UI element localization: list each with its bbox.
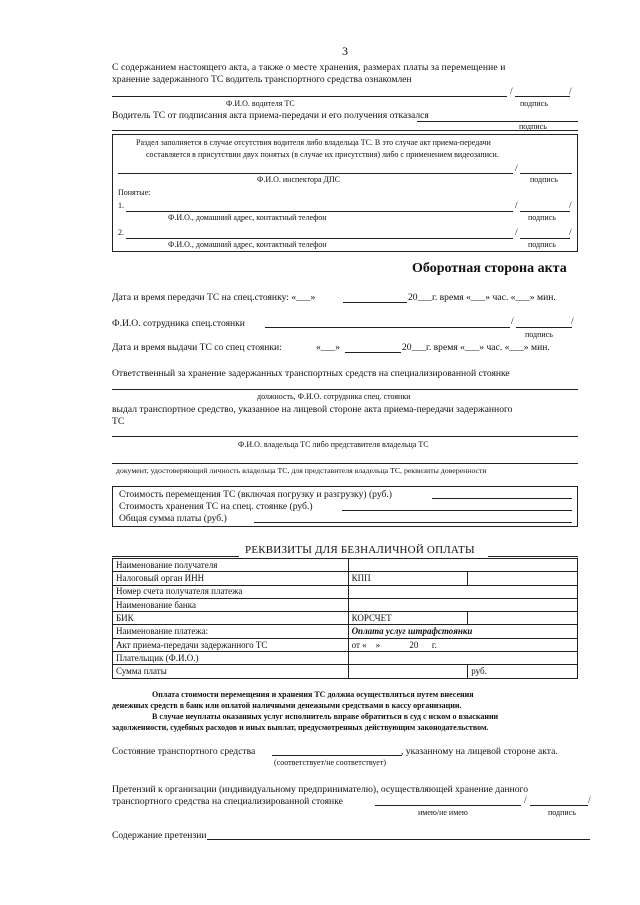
claims-sign-label: подпись [548, 808, 576, 817]
inspector-sign-line[interactable] [520, 173, 572, 174]
release-month-line[interactable] [345, 352, 401, 353]
claim-content-label: Содержание претензии [112, 830, 207, 841]
responsible-text: Ответственный за хранение задержанных транспортных средств на специализированной стоянке [112, 368, 510, 379]
table-row [113, 625, 578, 638]
bank-label: Наименование банка [113, 598, 349, 611]
release-date-label: Дата и время выдачи ТС со спец стоянки: [112, 342, 282, 353]
notice-p1-line1: Оплата стоимости перемещения и хранения ТС должна осуществляться путем внесения [152, 690, 474, 699]
driver-name-line[interactable] [112, 96, 507, 97]
acquaint-text-line2: хранение задержанного ТС водитель транспортного средства ознакомлен [112, 74, 412, 85]
claims-text-line1: Претензий к организации (индивидуальному предпринимателю), осуществляющей хранение данного [112, 784, 529, 795]
witness-1-sign-line[interactable] [520, 211, 570, 212]
condition-suffix: , указанному на лицевой стороне акта. [401, 746, 558, 757]
witness-2-sign-line[interactable] [520, 238, 570, 239]
issued-text-line1: выдал транспортное средство, указанное на лицевой стороне акта приема-передачи задержанного [112, 404, 513, 415]
cost-move-label: Стоимость перемещения ТС (включая погрузку и разгрузку) (руб.) [119, 489, 392, 500]
table-row [113, 559, 578, 572]
purpose-label: Наименование платежа: [113, 625, 349, 638]
table-row [113, 612, 578, 625]
owner-document-line[interactable] [112, 463, 578, 464]
owner-name-line[interactable] [112, 436, 578, 437]
act-date[interactable]: от « » 20 г. [348, 638, 577, 651]
witness-2-number: 2. [118, 228, 124, 237]
claims-text-line2: транспортного средства на специализированной стоянке [112, 796, 343, 807]
table-row [113, 598, 578, 611]
employee-sign-label: подпись [525, 330, 553, 339]
kpp-label: КПП [348, 572, 468, 585]
cost-total-line[interactable] [254, 522, 572, 523]
witness-1-number: 1. [118, 201, 124, 210]
witness-2-sign-label: подпись [528, 240, 556, 249]
page-number: 3 [342, 44, 348, 58]
transfer-time-label: 20___г. время «___» час. «___» мин. [408, 292, 556, 303]
condition-label: Состояние транспортного средства [112, 746, 256, 757]
employee-sign-line[interactable] [516, 327, 572, 328]
account-label: Номер счета получателя платежа [113, 585, 349, 598]
payer-label: Плательщик (Ф.И.О.) [113, 652, 349, 665]
bank-value[interactable] [348, 598, 577, 611]
purpose-value: Оплата услуг штрафстоянки [348, 625, 577, 638]
responsible-label: должность, Ф.И.О. сотрудника спец. стоянки [257, 392, 411, 401]
owner-label: Ф.И.О. владельца ТС либо представителя владельца ТС [238, 440, 429, 449]
notice-p1-line2: денежных средств в банк или оплатой наличными денежными средствами в кассу организации. [112, 701, 462, 710]
cost-storage-label: Стоимость хранения ТС на спец. стоянке (руб.) [119, 501, 313, 512]
transfer-date-label: Дата и время передачи ТС на спец.стоянку: «___» [112, 292, 316, 303]
condition-hint: (соответствует/не соответствует) [274, 758, 386, 767]
inspector-sign-label: подпись [530, 175, 558, 184]
cost-storage-line[interactable] [342, 510, 572, 511]
claim-content-line[interactable] [207, 839, 590, 840]
sum-label: Сумма платы [113, 665, 349, 678]
acquaint-text-line1: С содержанием настоящего акта, а также о месте хранения, размерах платы за перемещение и [112, 62, 506, 73]
back-side-title: Оборотная сторона акта [412, 261, 567, 276]
refuse-line-1[interactable] [417, 121, 578, 122]
witness-1-label: Ф.И.О., домашний адрес, контактный телефон [168, 213, 327, 222]
driver-sign-line[interactable] [515, 96, 570, 97]
witness-1-sign-label: подпись [528, 213, 556, 222]
responsible-line[interactable] [112, 389, 578, 390]
cost-move-line[interactable] [432, 498, 572, 499]
issued-text-line2: ТС [112, 416, 125, 427]
sum-value[interactable] [348, 665, 468, 678]
employee-name-line[interactable] [265, 327, 510, 328]
payer-value[interactable] [348, 652, 577, 665]
tax-label: Налоговый орган ИНН [113, 572, 349, 585]
witness-1-line[interactable] [126, 211, 513, 212]
table-row [113, 572, 578, 585]
kpp-value[interactable] [468, 572, 578, 585]
inspector-label: Ф.И.О. инспектора ДПС [257, 175, 341, 184]
table-row [113, 652, 578, 665]
witness-2-label: Ф.И.О., домашний адрес, контактный телефон [168, 240, 327, 249]
act-label: Акт приема-передачи задержанного ТС [113, 638, 349, 651]
cost-total-label: Общая сумма платы (руб.) [119, 513, 227, 524]
release-day: «___» [316, 342, 340, 353]
claims-sign-line[interactable] [530, 805, 588, 806]
driver-sign-label: подпись [520, 99, 548, 108]
witnesses-label: Понятые: [118, 188, 151, 197]
absent-note-line2: составляется в присутствии двух понятых (в случае их присутствия) либо с применением видеозаписи. [146, 150, 499, 159]
condition-line[interactable] [272, 755, 402, 756]
refuse-line-2[interactable] [112, 130, 578, 131]
inspector-name-line[interactable] [118, 173, 513, 174]
claims-line[interactable] [375, 805, 521, 806]
requisites-table [112, 558, 578, 679]
claims-hint: имею/не имею [418, 808, 468, 817]
table-row [113, 665, 578, 678]
witness-2-line[interactable] [126, 238, 513, 239]
driver-fio-label: Ф.И.О. водителя ТС [226, 99, 295, 108]
refuse-text: Водитель ТС от подписания акта приема-передачи и его получения отказался [112, 110, 429, 121]
korr-value[interactable] [468, 612, 578, 625]
requisites-title: РЕКВИЗИТЫ ДЛЯ БЕЗНАЛИЧНОЙ ОПЛАТЫ [245, 544, 475, 556]
notice-p2-line1: В случае неуплаты оказанных услуг исполнитель вправе обратиться в суд с иском о взыскании [152, 712, 499, 721]
table-row [113, 585, 578, 598]
absent-note-line1: Раздел заполняется в случае отсутствия водителя либо владельца ТС. В это случае акт приема-передачи [136, 138, 491, 147]
employee-label: Ф.И.О. сотрудника спец.стоянки [112, 318, 245, 329]
account-value[interactable] [348, 585, 577, 598]
transfer-month-line[interactable] [343, 302, 407, 303]
bik-label: БИК [113, 612, 349, 625]
korr-label: КОРСЧЕТ [348, 612, 468, 625]
notice-p2-line2: задолженности, судебных расходов и иных выплат, предусмотренных действующим законодательством. [112, 723, 489, 732]
table-row [113, 638, 578, 651]
recipient-value[interactable] [348, 559, 577, 572]
rub-label: руб. [468, 665, 578, 678]
refuse-sign-label: подпись [519, 122, 547, 131]
document-label: документ, удостоверяющий личность владельца ТС, для представителя владельца ТС, реквизиты доверенности [116, 466, 487, 475]
recipient-label: Наименование получателя [113, 559, 349, 572]
release-time-label: 20___г. время «___» час. «___» мин. [402, 342, 550, 353]
